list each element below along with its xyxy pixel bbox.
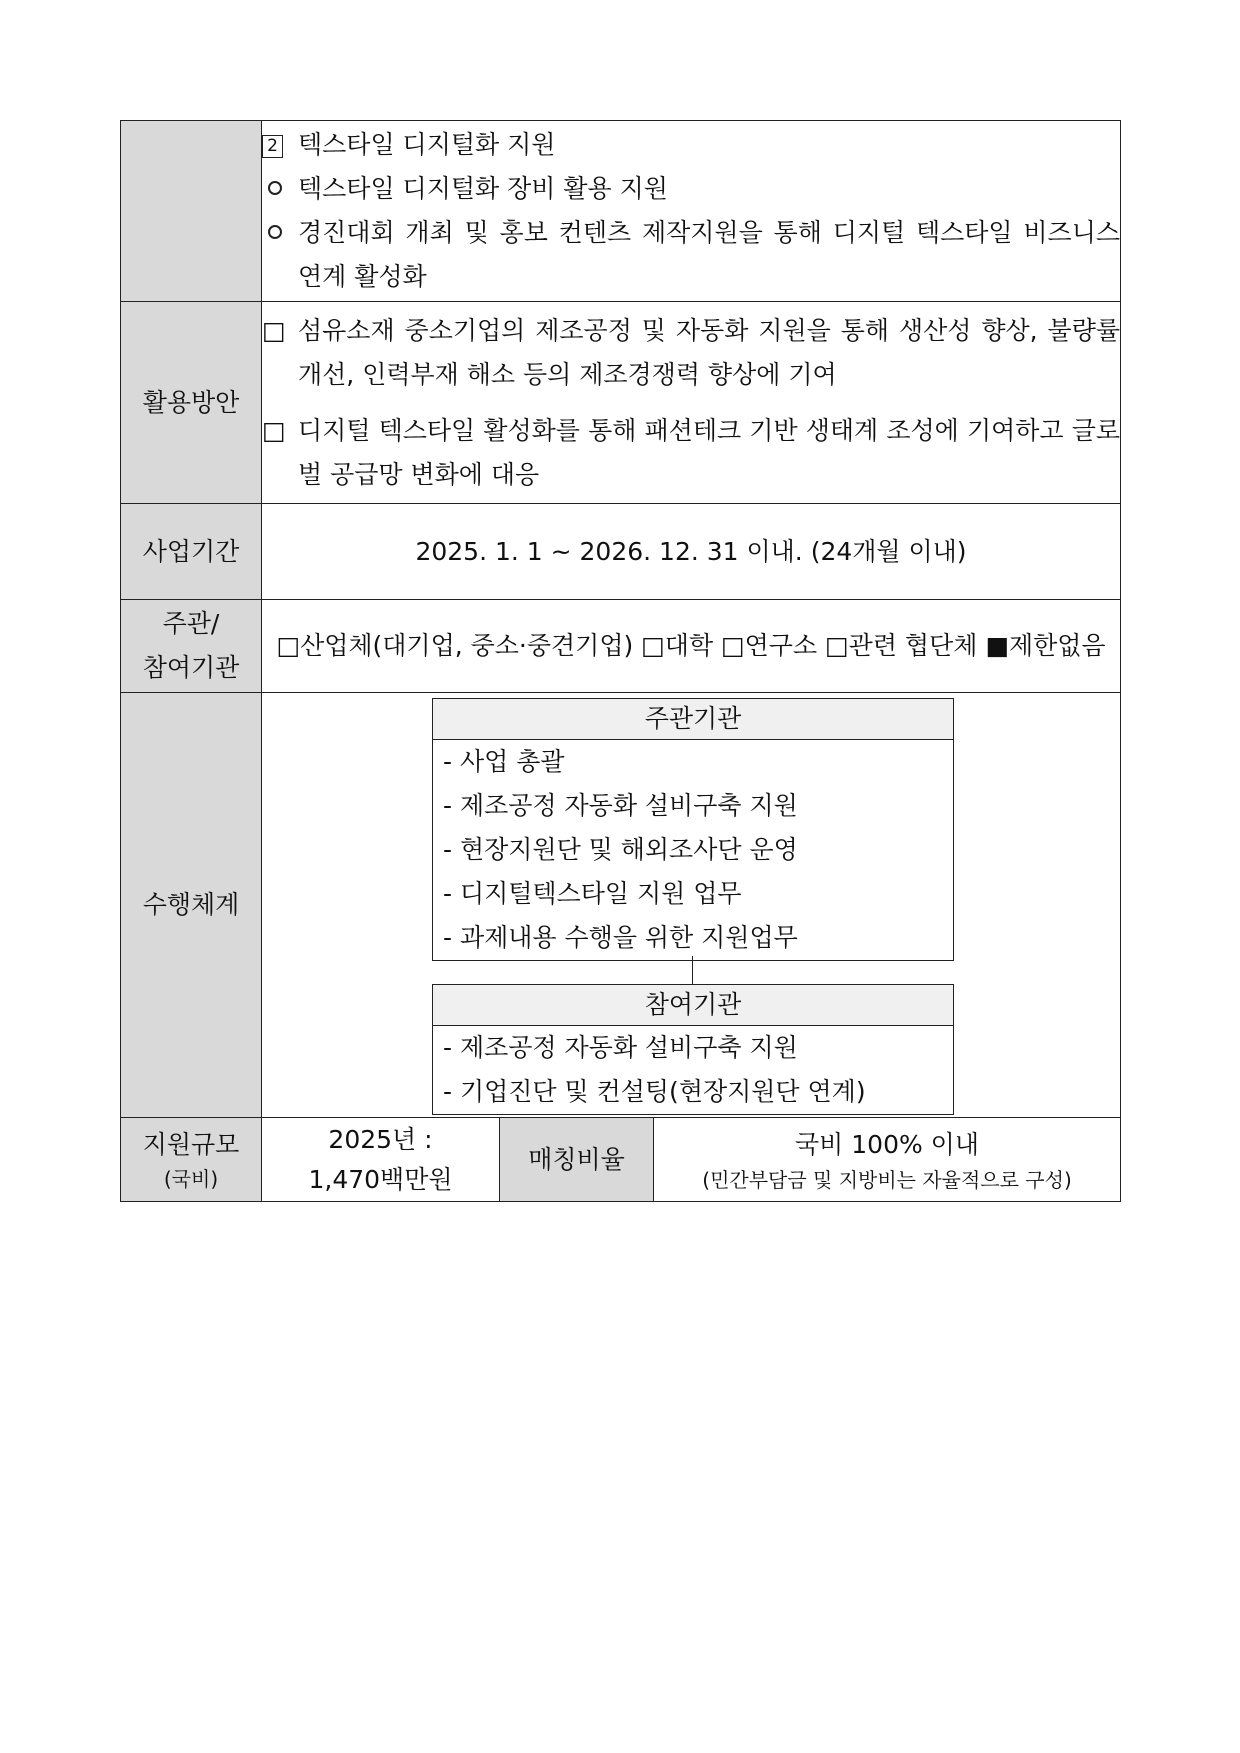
row-label-empty bbox=[121, 121, 262, 302]
usage-content bbox=[262, 302, 1121, 504]
connector-line bbox=[692, 956, 693, 984]
budget-label-sub: (국비) bbox=[163, 1166, 219, 1191]
lead-org-item: - 과제내용 수행을 위한 지원업무 bbox=[443, 923, 798, 952]
participant-org-item: - 기업진단 및 컨설팅(현장지원단 연계) bbox=[443, 1077, 866, 1106]
participant-org-item: - 제조공정 자동화 설비구축 지원 bbox=[443, 1033, 798, 1062]
row-usage bbox=[121, 302, 1121, 504]
bullet-equipment: 텍스타일 디지털화 장비 활용 지원 bbox=[298, 174, 668, 203]
lead-org-item: - 사업 총괄 bbox=[443, 747, 565, 776]
budget-label bbox=[121, 1118, 262, 1202]
row-system bbox=[121, 693, 1121, 1118]
section-number-box: 2 bbox=[262, 135, 283, 158]
bullet-contest: 경진대회 개최 및 홍보 컨텐츠 제작지원을 통해 디지털 텍스타일 비즈니스 연계 활성화 bbox=[298, 218, 1121, 291]
lead-org-item: - 현장지원단 및 해외조사단 운영 bbox=[443, 835, 798, 864]
lead-org-box bbox=[432, 698, 954, 961]
system-label: 수행체계 bbox=[121, 693, 262, 1118]
lead-org-title: 주관기관 bbox=[433, 699, 953, 740]
circle-bullet-icon bbox=[268, 225, 282, 239]
project-summary-table bbox=[120, 120, 1121, 1202]
org-chart bbox=[262, 693, 1120, 1113]
checkbox-mark: □ bbox=[262, 315, 286, 345]
usage-label: 활용방안 bbox=[121, 302, 262, 504]
lead-org-item: - 디지털텍스타일 지원 업무 bbox=[443, 879, 742, 908]
budget-year: 2025년 : bbox=[328, 1124, 433, 1154]
textile-digital-content bbox=[262, 121, 1121, 302]
row-budget bbox=[121, 1118, 1121, 1202]
lead-org-item: - 제조공정 자동화 설비구축 지원 bbox=[443, 791, 798, 820]
org-type-value: □산업체(대기업, 중소·중견기업) □대학 □연구소 □관련 협단체 ■제한없음 bbox=[262, 600, 1121, 693]
org-type-label-line2: 참여기관 bbox=[142, 653, 240, 682]
budget-label-main: 지원규모 bbox=[142, 1129, 240, 1159]
row-org-type bbox=[121, 600, 1121, 693]
period-value: 2025. 1. 1 ~ 2026. 12. 31 이내. (24개월 이내) bbox=[262, 504, 1121, 600]
usage-item-1: 섬유소재 중소기업의 제조공정 및 자동화 지원을 통해 생산성 향상, 불량률 개선, 인력부재 해소 등의 제조경쟁력 향상에 기여 bbox=[298, 315, 1121, 389]
participant-org-title: 참여기관 bbox=[433, 985, 953, 1026]
matching-ratio: 국비 100% 이내 bbox=[795, 1129, 979, 1159]
matching-label: 매칭비율 bbox=[500, 1118, 654, 1202]
matching-note: (민간부담금 및 지방비는 자율적으로 구성) bbox=[702, 1167, 1072, 1192]
participant-org-box bbox=[432, 984, 954, 1115]
usage-item-2: 디지털 텍스타일 활성화를 통해 패션테크 기반 생태계 조성에 기여하고 글로벌 공급망 변화에 대응 bbox=[298, 415, 1121, 489]
org-type-label bbox=[121, 600, 262, 693]
row-textile-digital bbox=[121, 121, 1121, 302]
row-period bbox=[121, 504, 1121, 600]
budget-value bbox=[262, 1118, 500, 1202]
system-chart-cell bbox=[262, 693, 1121, 1118]
circle-bullet-icon bbox=[268, 181, 282, 195]
matching-value bbox=[654, 1118, 1121, 1202]
budget-amount: 1,470백만원 bbox=[308, 1164, 453, 1194]
checkbox-mark: □ bbox=[262, 415, 286, 445]
section-title: 텍스타일 디지털화 지원 bbox=[298, 130, 556, 159]
period-label: 사업기간 bbox=[121, 504, 262, 600]
org-type-label-line1: 주관/ bbox=[162, 609, 220, 638]
